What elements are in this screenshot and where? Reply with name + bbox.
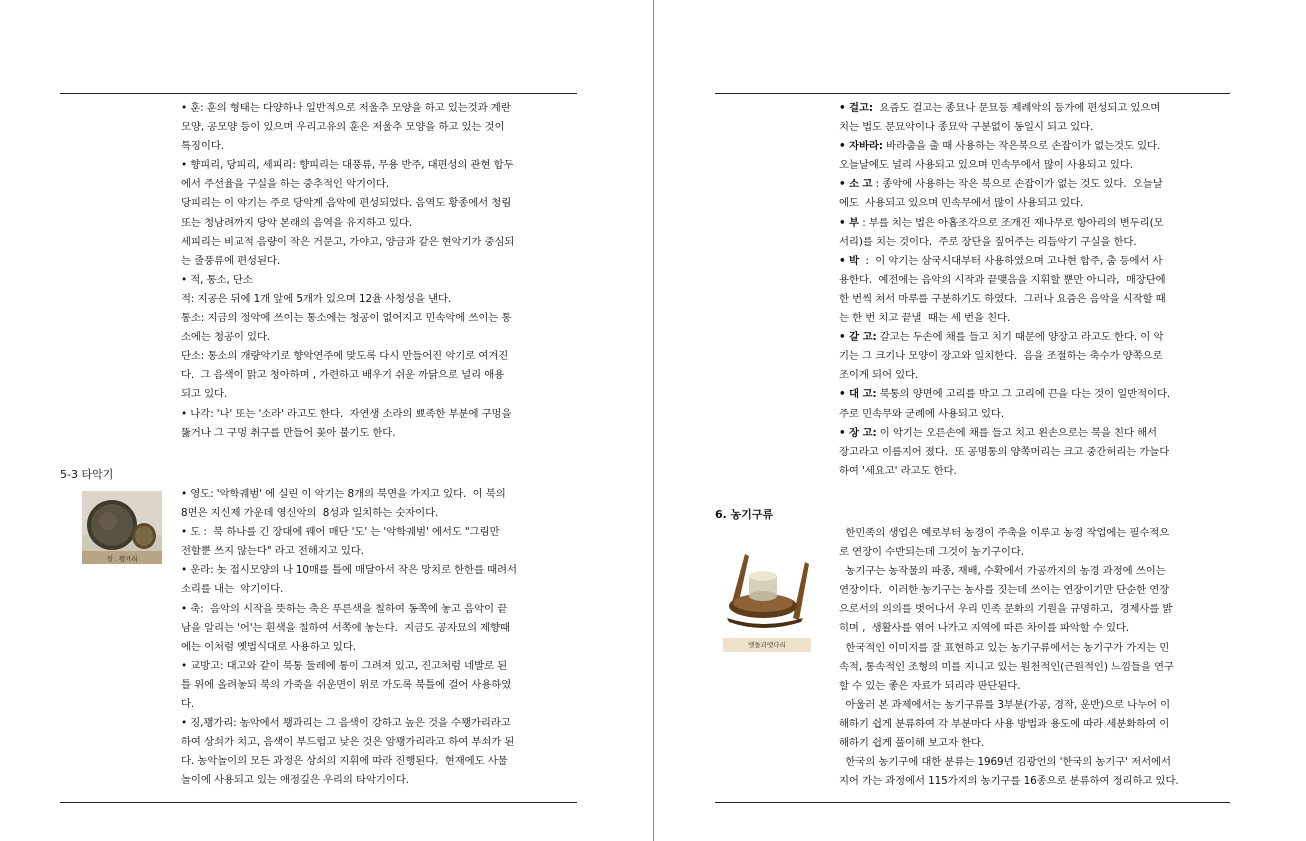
top-rule	[715, 93, 1230, 94]
text-line: 지어 가는 과정에서 115가지의 농기구를 16종으로 분류하여 정리하고 있다.	[839, 775, 1179, 788]
item-text: 서리)를 치는 것이다. 주로 장단을 짚어주는 리듬악기 구실을 한다.	[839, 235, 1137, 248]
text-line: 한국의 농기구에 대한 분류는 1969년 김광언의 '한국의 농기구' 저서에서	[839, 756, 1171, 769]
item-text: : 부를 치는 법은 아홉조각으로 조개진 재나무로 항아리의 변두리(모	[859, 216, 1164, 229]
item-text: 요즘도 걸고는 종묘나 문묘등 제례악의 등가에 편성되고 있으며	[873, 102, 1161, 114]
text-line	[839, 328, 1216, 347]
item-text: 오늘날에도 널리 사용되고 있으며 민속무에서 많이 사용되고 있다.	[839, 159, 1133, 172]
left-text-block-1	[181, 99, 563, 443]
item-heading: • 부	[839, 216, 859, 229]
text-line	[839, 462, 1216, 481]
item-heading: • 자바라:	[839, 140, 883, 153]
text-line	[839, 118, 1216, 137]
text-line: 히며 , 생활사를 엮어 나가고 지역에 따른 차이를 파악할 수 있다.	[839, 622, 1130, 635]
text-line: • 향피리, 당피리, 세피리: 향피리는 대풍류, 무용 반주, 대편성의 관현 합두	[181, 159, 514, 172]
text-line	[839, 194, 1216, 213]
left-text-block-2	[181, 485, 563, 791]
text-line: 한국적인 이미지를 잘 표현하고 있는 농기구류에서는 농기구가 가지는 민	[839, 641, 1170, 654]
text-line: 아울러 본 과제에서는 농기구류를 3부분(가공, 경작, 운반)으로 나누어 이	[839, 698, 1171, 711]
section-title: 5-3 타악기	[60, 468, 114, 481]
text-line	[839, 175, 1216, 194]
text-line	[839, 233, 1216, 252]
right-page	[656, 0, 1306, 841]
item-text: 치는 법도 문묘악이나 종묘악 구분없이 동일시 되고 있다.	[839, 121, 1094, 134]
text-line	[839, 309, 1216, 328]
text-line: 틀 위에 올려놓되 북의 가죽을 쉬운면이 위로 가도록 북틀에 걸어 사용하였	[181, 678, 512, 691]
text-line: 해하기 쉽게 풀이해 보고자 한다.	[839, 737, 985, 750]
text-line	[839, 271, 1216, 290]
text-line: 으로서의 의의를 벗어나서 우리 민족 문화의 기원을 규명하고, 경제사를 밝	[839, 603, 1173, 616]
millstone-photo	[723, 548, 811, 638]
text-line: • 축: 음악의 시작을 뜻하는 축은 푸른색을 칠하여 동쪽에 놓고 음악이 끝	[181, 602, 508, 615]
text-line	[839, 385, 1216, 404]
text-line	[839, 366, 1216, 385]
text-line: • 도 : 북 하나를 긴 장대에 꿰어 매단 '도' 는 '악학궤범' 에서도 "그림만	[181, 526, 500, 539]
text-line	[839, 214, 1216, 233]
text-line	[839, 137, 1216, 156]
item-text: 갈고는 두손에 채를 들고 치기 때문에 양장고 라고도 한다. 이 악	[876, 331, 1164, 344]
text-line: 에는 이처럼 옛법식대로 사용하고 있다.	[181, 640, 357, 653]
text-line: • 운라: 놋 접시모양의 나 10매를 틀에 매달아서 작은 망치로 한한를 때려서	[181, 564, 517, 577]
item-text: 에도 사용되고 있으며 민속무에서 많이 사용되고 있다.	[839, 197, 1084, 210]
text-line: 단소: 통소의 개량악기로 향악연주에 맞도록 다시 만들어진 악기로 여겨진	[181, 350, 509, 363]
text-line: 모양, 공모양 등이 있으며 우리고유의 훈은 저울추 모양을 하고 있는 것이	[181, 121, 505, 134]
section-title: 6. 농기구류	[715, 508, 774, 521]
text-line: 연장이다. 이러한 농기구는 농사를 짓는데 쓰이는 연장이기만 단순한 연장	[839, 584, 1170, 597]
text-line: 통소: 지금의 정악에 쓰이는 통소에는 청공이 없어지고 민속악에 쓰이는 통	[181, 312, 512, 325]
text-line	[839, 405, 1216, 424]
text-line: 당피리는 이 악기는 주로 당악계 음악에 편성되었다. 음역도 황종에서 청림	[181, 197, 512, 210]
item-text: : 종악에 사용하는 작은 북으로 손잡이가 없는 것도 있다. 오늘날	[872, 178, 1163, 191]
text-line: 8면은 지신제 가운데 영신악의 8성과 일치하는 숫자이다.	[181, 507, 439, 520]
text-line: 다. 농악놀이의 모든 과정은 상쇠의 지휘에 따라 진행된다. 현재에도 사물	[181, 755, 508, 768]
item-text: 는 한 번 치고 끝낼 때는 세 번을 친다.	[839, 312, 1011, 325]
item-text: 바라춤을 출 때 사용하는 작은북으로 손잡이가 없는것도 있다.	[882, 140, 1161, 153]
photo-caption: 징 . 꽹가리	[106, 555, 138, 563]
item-heading: • 대 고:	[839, 388, 877, 401]
item-text: 이 악기는 오른손에 채를 들고 치고 왼손으로는 북을 친다 해서	[876, 426, 1157, 439]
top-rule	[60, 93, 577, 94]
text-line	[839, 156, 1216, 175]
text-line: 되고 있다.	[181, 388, 228, 401]
text-line: 는 줄풍류에 편성된다.	[181, 254, 281, 267]
item-text: 조이게 되어 있다.	[839, 369, 919, 382]
text-line: 적: 지공은 뒤에 1개 앞에 5개가 있으며 12율 사청성을 낸다.	[181, 292, 452, 305]
photo-caption-text: 맷돌과맷다리	[748, 641, 786, 649]
text-line: 소에는 청공이 있다.	[181, 331, 271, 344]
text-line	[839, 252, 1216, 271]
item-text: 주로 민속무와 군례에 사용되고 있다.	[839, 407, 1005, 420]
item-text: 한 번씩 쳐서 마루를 구분하기도 하였다. 그러나 요즘은 음악을 시작할 때	[839, 292, 1166, 305]
text-line: 속적, 통속적인 조형의 미를 지니고 있는 원천적인(근원적인) 느낌들을 연구	[839, 660, 1174, 673]
item-text: 북통의 양면에 고리를 박고 그 고리에 끈을 다는 것이 일반적이다.	[876, 388, 1171, 401]
item-text: : 이 악기는 삼국시대부터 사용하였으며 고나현 합주, 춤 등에서 사	[859, 254, 1163, 267]
item-heading: • 박	[839, 254, 859, 267]
text-line	[839, 424, 1216, 443]
right-text-block-1	[839, 99, 1216, 481]
text-line: 세피리는 비교적 음량이 작은 거문고, 가야고, 양금과 같은 현악기가 중심되	[181, 235, 515, 248]
item-text: 용한다. 예전에는 음악의 시작과 끝맺음을 지휘할 뿐만 아니라, 매장단에	[839, 273, 1166, 286]
text-line	[839, 443, 1216, 462]
text-line: 다. 그 음색이 맑고 청아하며 , 가련하고 배우기 쉬운 까닭으로 널리 애용	[181, 369, 505, 382]
text-line: 다.	[181, 698, 195, 711]
left-page	[0, 0, 652, 841]
text-line: 에서 주선율을 구실을 하는 중추적인 악기이다.	[181, 178, 390, 191]
item-heading: • 장 고:	[839, 426, 877, 439]
text-line: • 훈: 훈의 형태는 다양하나 일반적으로 저울추 모양을 하고 있는것과 계란	[181, 102, 511, 114]
text-line: 놀이에 사용되고 있는 애정깊은 우리의 타악기이다.	[181, 774, 409, 787]
text-line: 전할뿐 쓰지 않는다" 라고 전해지고 있다.	[181, 545, 364, 558]
text-line: 또는 청남려까지 당악 본래의 음역을 유지하고 있다.	[181, 216, 413, 229]
text-line: • 영도: '악학궤범' 에 실린 이 악기는 8개의 북면을 가지고 있다. 이 북의	[181, 488, 506, 500]
text-line	[839, 347, 1216, 366]
item-text: 하여 '세요고' 라고도 한다.	[839, 464, 957, 477]
item-heading: • 걸고:	[839, 102, 873, 114]
item-text: 장고라고 이름지어 졌다. 또 공명통의 양쪽머리는 크고 중간허리는 가늘다	[839, 445, 1170, 458]
text-line: 농기구는 농작물의 파종, 재배, 수확에서 가공까지의 농경 과정에 쓰이는	[839, 565, 1166, 578]
bottom-rule	[60, 802, 577, 803]
text-line: • 교방고: 대고와 같이 북통 둘레에 통이 그려져 있고, 진고처럼 네발로 된	[181, 659, 508, 672]
item-heading: • 갈 고:	[839, 331, 877, 344]
text-line: • 나각: '나' 또는 '소라' 라고도 한다. 자연생 소라의 뾰족한 부분에 구멍을	[181, 407, 512, 420]
text-line: 할 수 있는 좋은 자료가 되리라 판단된다.	[839, 679, 1021, 692]
item-heading: • 소 고	[839, 178, 873, 191]
text-line: 로 연장이 수반되는데 그것이 농기구이다.	[839, 546, 1024, 559]
photo-caption	[723, 638, 811, 652]
text-line	[839, 290, 1216, 309]
text-line	[839, 99, 1216, 118]
page-divider	[653, 0, 654, 841]
text-line: • 적, 통소, 단소	[181, 273, 253, 286]
item-text: 기는 그 크기나 모양이 장고와 일치한다. 음을 조절하는 축수가 양쪽으로	[839, 350, 1163, 363]
text-line: 하여 상쇠가 치고, 음색이 부드럽고 낮은 것은 암꽹가리라고 하여 부쇠가 된	[181, 736, 515, 749]
text-line: 뚫거나 그 구멍 취구를 만들어 꽂아 불기도 한다.	[181, 426, 396, 439]
text-line: • 징,꽹가리: 농악에서 꽹과리는 그 음색이 강하고 높은 것을 수꽹가리라고	[181, 717, 511, 730]
text-line: 소리를 내는 악기이다.	[181, 583, 284, 596]
text-line: 해하기 쉽게 분류하여 각 부분마다 사용 방법과 용도에 따라 세분화하여 이	[839, 717, 1170, 730]
right-text-block-2	[839, 524, 1216, 791]
text-line: 한민족의 생업은 예로부터 농경이 주축을 이루고 농경 작업에는 필수적으	[839, 527, 1170, 539]
text-line: 특징이다.	[181, 140, 224, 153]
text-line: 남을 알리는 '어'는 흰색을 칠하여 서쪽에 놓는다. 지금도 공자묘의 제향때	[181, 621, 510, 634]
bottom-rule	[715, 802, 1230, 803]
